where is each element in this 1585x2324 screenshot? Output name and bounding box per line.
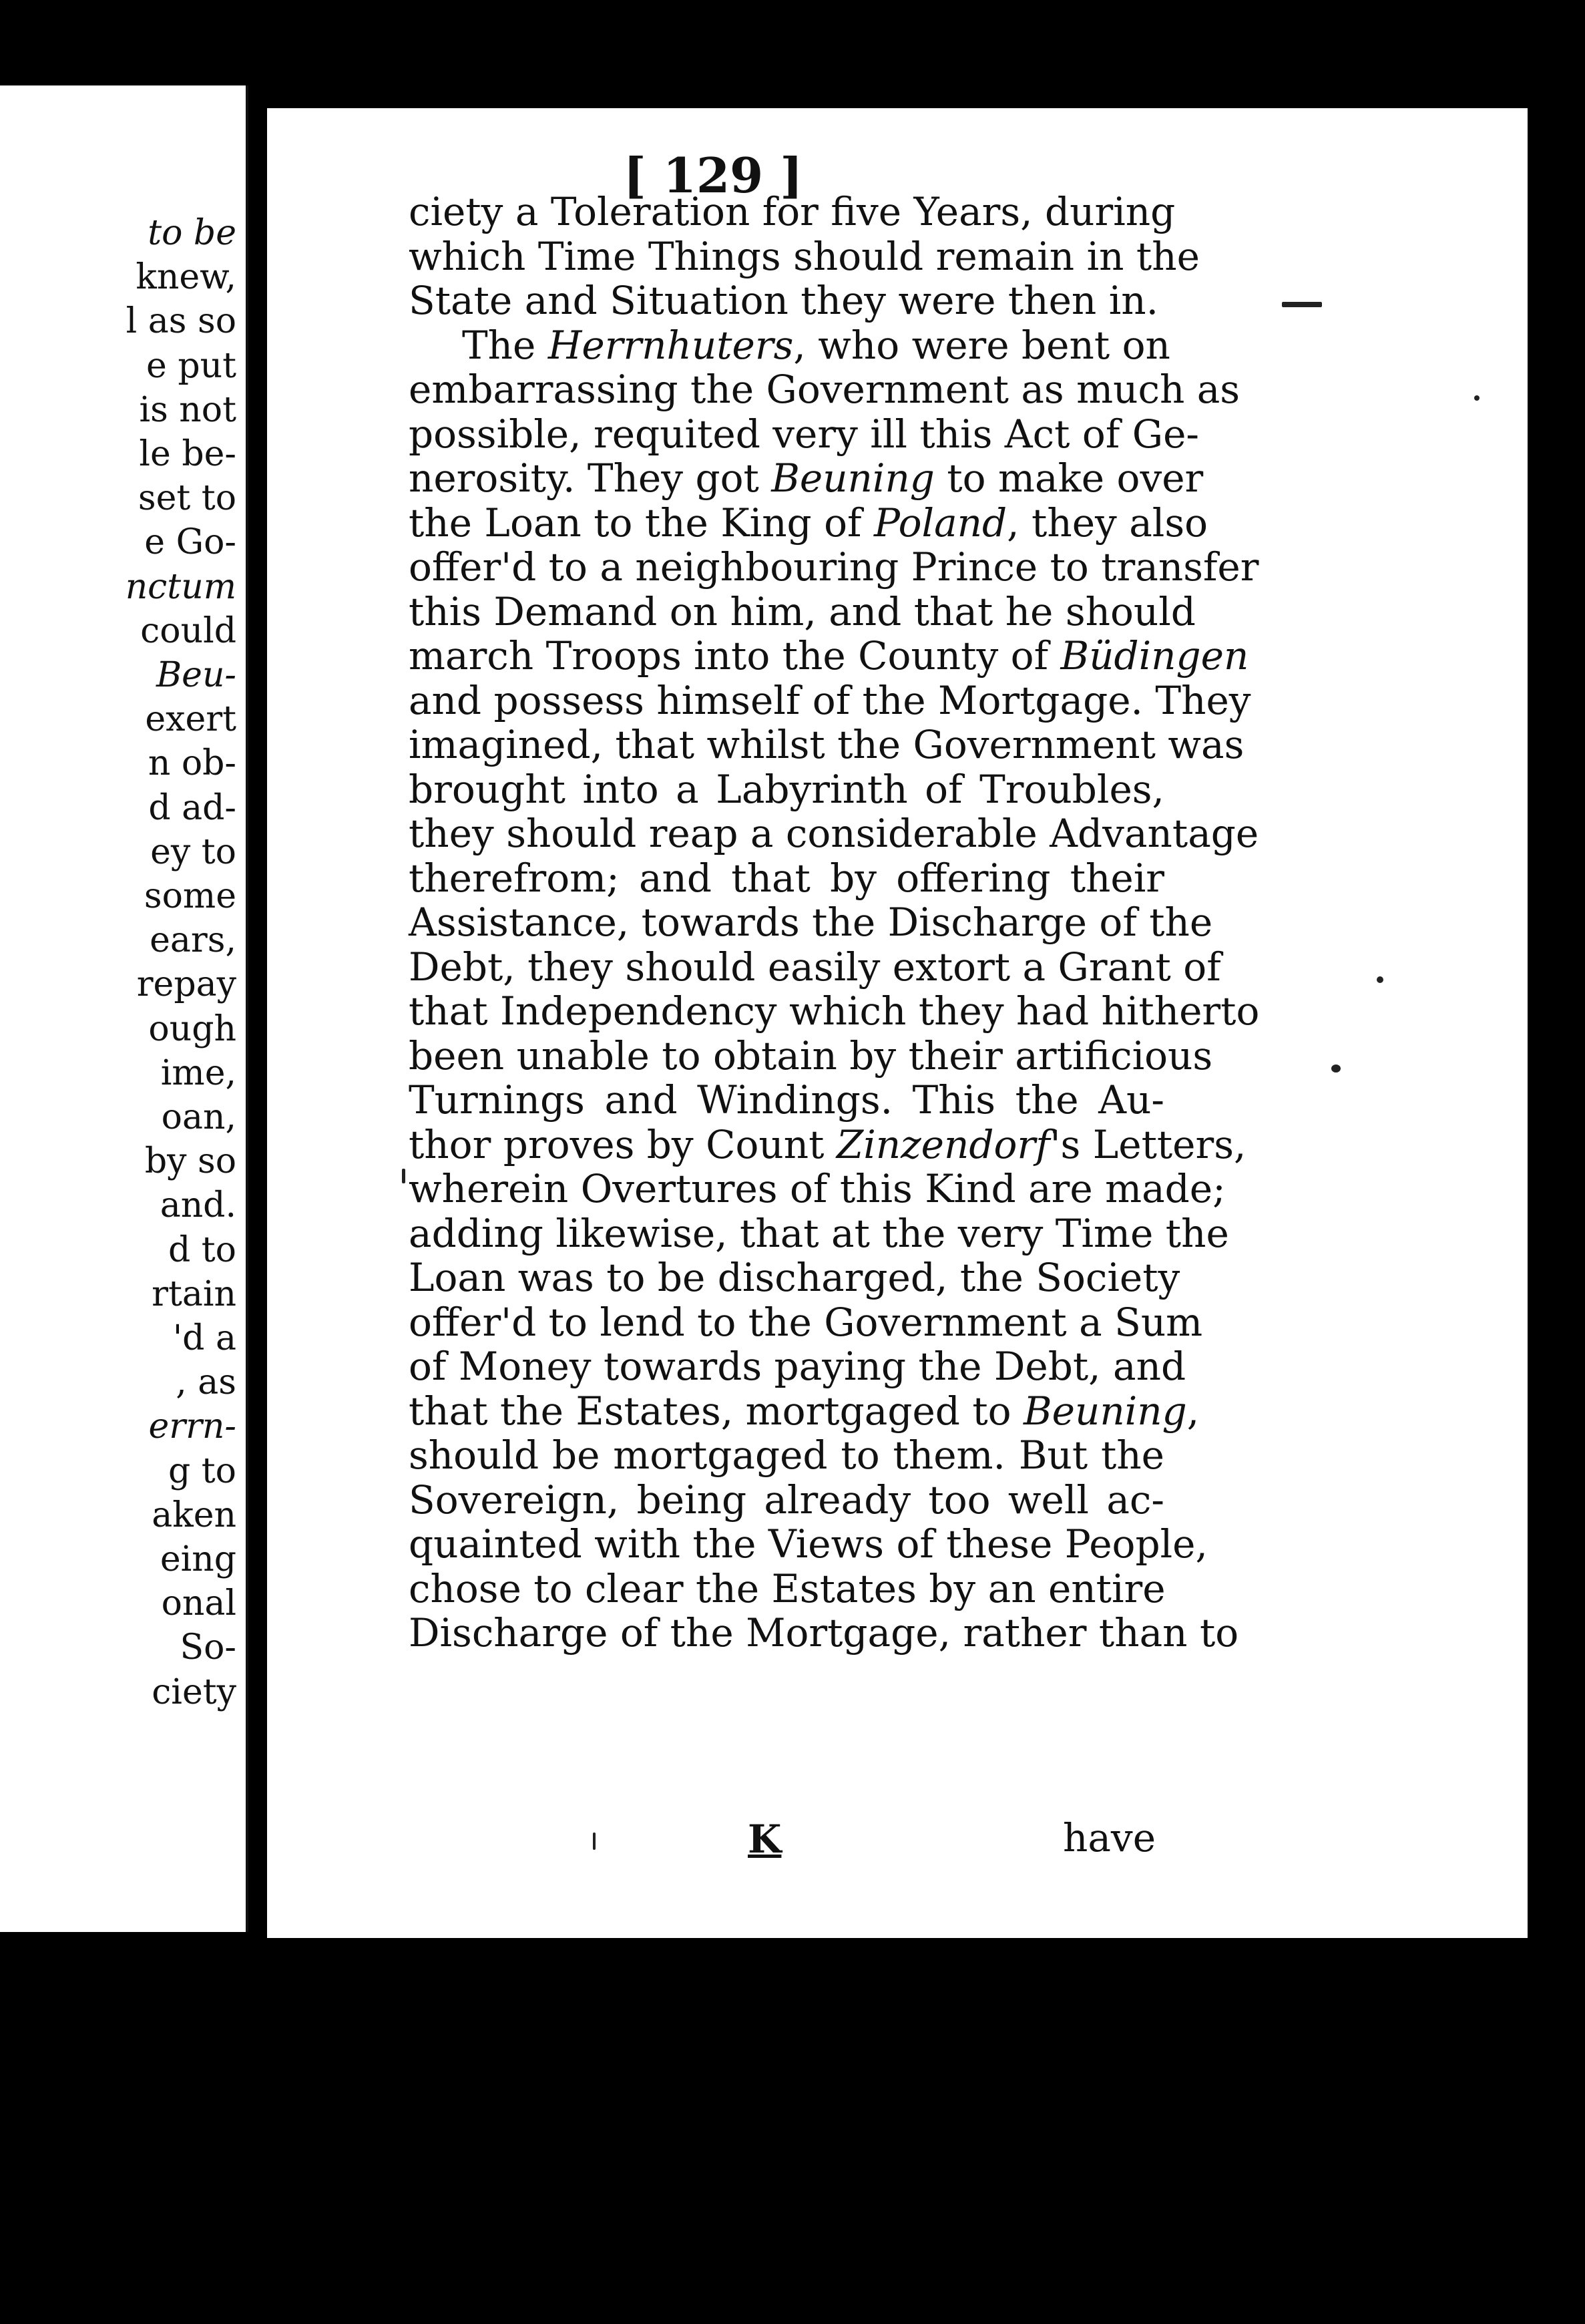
body-text (409, 189, 1260, 1656)
text-line: been unable to obtain by their artificious (409, 1032, 1213, 1079)
left-page-line: onal (161, 1583, 236, 1624)
text-line: wherein Overtures of this Kind are made; (409, 1166, 1226, 1211)
left-page-line: is not (139, 389, 236, 430)
text-line: that Independency which they had hitherto (409, 988, 1260, 1034)
text-line: imagined, that whilst the Government was (409, 722, 1244, 767)
left-page-line: ciety (152, 1672, 236, 1712)
ink-speck (1474, 395, 1480, 401)
left-page-line: 'd a (172, 1318, 236, 1358)
text-line: offer'd to a neighbouring Prince to transfer (409, 544, 1259, 590)
left-page-line: oan, (161, 1097, 236, 1137)
left-page-line: d ad- (148, 787, 236, 828)
left-page-line: n ob- (148, 743, 236, 784)
text-line: Assistance, towards the Discharge of the (409, 900, 1213, 945)
text-line: offer'd to lend to the Government a Sum (409, 1299, 1203, 1345)
text-line: therefrom; and that by offering their (409, 855, 1164, 901)
text-line: thor proves by Count Zinzendorf's Letters, (409, 1121, 1247, 1167)
book-gutter (248, 85, 268, 1932)
text-line: the Loan to the King of Poland, they also (409, 500, 1208, 546)
catchword: have (1063, 1815, 1156, 1861)
left-page-line: d to (168, 1229, 236, 1270)
left-page-line: , as (176, 1362, 236, 1403)
text-line: adding likewise, that at the very Time the (409, 1210, 1229, 1256)
text-line: Turnings and Windings. This the Au- (409, 1077, 1164, 1123)
signature-mark: K (748, 1816, 782, 1862)
text-line: quainted with the Views of these People, (409, 1521, 1208, 1567)
left-page-line: g to (168, 1450, 236, 1491)
text-line: embarrassing the Government as much as (409, 367, 1240, 412)
left-page-line: rtain (152, 1274, 236, 1314)
text-line: possible, requited very ill this Act of Ge- (409, 411, 1199, 457)
left-page-line: to be (148, 213, 236, 253)
left-page-line: and. (160, 1185, 236, 1226)
ink-speck (593, 1832, 596, 1850)
text-line: Loan was to be discharged, the Society (409, 1255, 1180, 1300)
page-number-header: [ 129 ] (623, 147, 803, 204)
left-page-line: ears, (150, 920, 236, 961)
left-page-line: nctum (125, 566, 236, 607)
left-page-line: ime, (160, 1052, 236, 1093)
left-page-line: set to (138, 478, 236, 519)
text-line: should be mortgaged to them. But the (409, 1432, 1164, 1478)
left-page-line: could (140, 610, 236, 651)
text-line: this Demand on him, and that he should (409, 588, 1196, 634)
left-page-line: some (144, 876, 236, 916)
left-page-line: le be- (139, 434, 236, 474)
left-page-line: repay (136, 964, 236, 1005)
left-page-line: e Go- (144, 522, 236, 563)
left-page-line: by so (144, 1141, 236, 1182)
ink-speck (1331, 1064, 1341, 1073)
text-line: they should reap a considerable Advantage (409, 811, 1259, 856)
text-line: State and Situation they were then in. (409, 278, 1159, 323)
text-line: nerosity. They got Beuning to make over (409, 455, 1204, 501)
text-line: Sovereign, being already too well ac- (409, 1477, 1164, 1523)
text-line: chose to clear the Estates by an entire (409, 1565, 1166, 1611)
text-line: and possess himself of the Mortgage. They (409, 677, 1251, 723)
text-line: that the Estates, mortgaged to Beuning (409, 1388, 1187, 1434)
left-page-line: So- (180, 1627, 236, 1668)
left-page-line: l as so (126, 301, 236, 342)
left-page-line: errn- (148, 1406, 236, 1447)
left-page-fragment (0, 85, 248, 1932)
text-line: march Troops into the County of Büdingen (409, 633, 1249, 679)
text-line: ciety a Toleration for five Years, during (409, 189, 1176, 234)
text-line: The Herrnhuters, who were bent on (462, 322, 1170, 368)
text-line: Discharge of the Mortgage, rather than to (409, 1610, 1239, 1656)
text-line: of Money towards paying the Debt, and (409, 1344, 1186, 1389)
left-page-line: eing (160, 1539, 236, 1579)
text-line: brought into a Labyrinth of Troubles, (409, 766, 1164, 812)
text-line: which Time Things should remain in the (409, 233, 1200, 279)
ink-speck (402, 1169, 405, 1183)
left-page-line: e put (146, 345, 236, 386)
left-page-line: exert (145, 699, 236, 740)
left-page-line: Beu- (156, 655, 236, 695)
left-page-line: ough (148, 1008, 236, 1049)
left-page-line: aken (152, 1495, 236, 1535)
ink-mark (1282, 302, 1322, 307)
left-page-line: knew, (136, 257, 236, 298)
ink-speck (1377, 976, 1383, 983)
text-line: Debt, they should easily extort a Grant of (409, 944, 1221, 990)
left-page-line: ey to (150, 831, 236, 872)
